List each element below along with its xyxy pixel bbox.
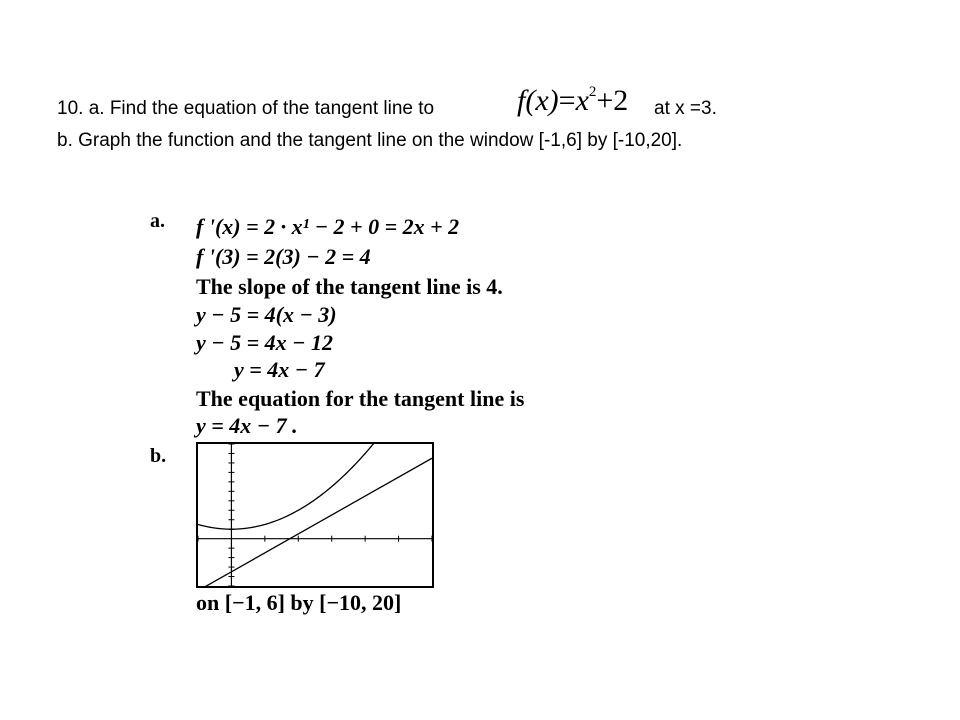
function-exponent: 2 — [588, 84, 597, 100]
question-line-2: b. Graph the function and the tangent line on the window [-1,6] by [-10,20]. — [57, 130, 683, 151]
question-line-1 — [57, 98, 434, 120]
question-prefix: 10. a. Find the equation of the tangent line to — [57, 98, 435, 119]
graph-caption: on [−1, 6] by [−10, 20] — [196, 590, 402, 615]
function-lhs: f(x) — [517, 84, 559, 117]
part-a-label: a. — [150, 210, 165, 232]
graph-window — [196, 442, 434, 588]
derivative-line: f '(x) = 2 · x¹ − 2 + 0 = 2x + 2 — [196, 214, 460, 239]
final-equation: y = 4x − 7 . — [196, 413, 298, 438]
expanded-line: y − 5 = 4x − 12 — [196, 330, 333, 355]
derivative-at-3-line: f '(3) = 2(3) − 2 = 4 — [196, 244, 371, 269]
question-suffix: at x =3. — [654, 98, 717, 119]
slope-statement: The slope of the tangent line is 4. — [196, 274, 503, 299]
function-constant: +2 — [596, 84, 629, 117]
function-expression — [517, 84, 628, 118]
solved-line: y = 4x − 7 — [234, 357, 325, 382]
parabola-curve — [198, 444, 432, 529]
function-base: x — [575, 84, 589, 117]
graph-plot — [198, 444, 432, 586]
point-slope-line: y − 5 = 4(x − 3) — [196, 302, 337, 327]
part-b-label: b. — [150, 445, 167, 467]
equation-statement: The equation for the tangent line is — [196, 386, 525, 411]
function-equals: = — [558, 84, 576, 117]
